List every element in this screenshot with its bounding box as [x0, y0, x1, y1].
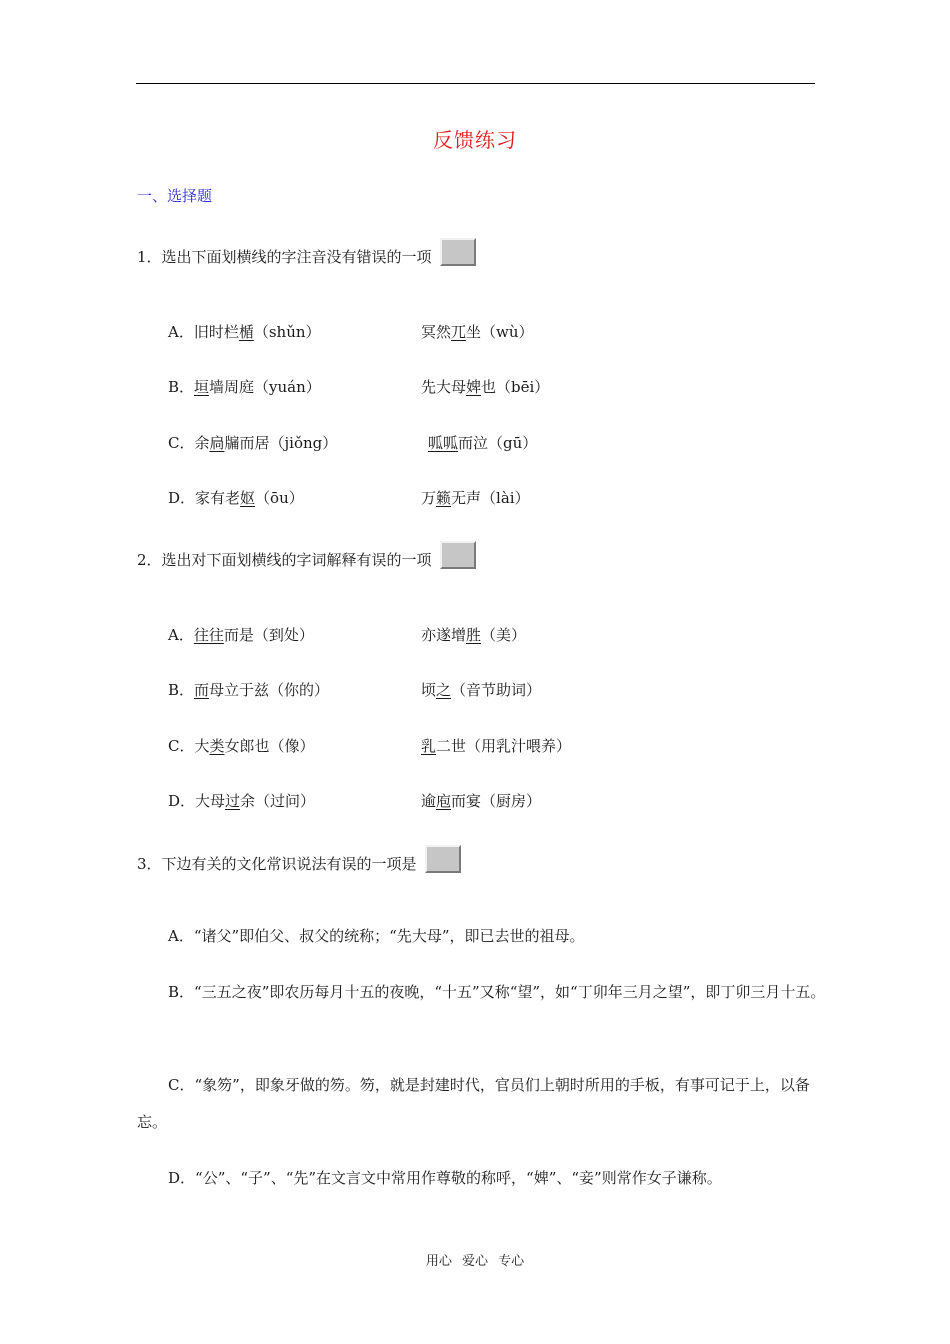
- q2-option-a: A．往往而是（到处）: [168, 626, 314, 644]
- q2-option-d: D．大母过余（过问）: [168, 792, 316, 810]
- q3-option-c: C．“象笏”，即象牙做的笏。笏，就是封建时代，官员们上朝时所用的手板，有事可记于上，以备忘。: [137, 1076, 810, 1131]
- q1-option-c2: 呱呱而泣（gū）: [428, 434, 538, 452]
- q1-option-b2: 先大母婢也（bēi）: [421, 378, 550, 396]
- q1-option-d: D．家有老妪（ōu）: [168, 489, 304, 507]
- question-2: [137, 541, 476, 570]
- header-rule: [136, 83, 815, 84]
- question-1-stem: 1．选出下面划横线的字注音没有错误的一项: [137, 248, 432, 266]
- q2-option-b2: 顷之（音节助词）: [421, 681, 542, 699]
- answer-box-2[interactable]: [440, 541, 476, 569]
- question-3: [137, 845, 461, 874]
- q2-option-c2: 乳二世（用乳汁喂养）: [421, 737, 572, 755]
- q1-option-c: C．余扃牖而居（jiǒng）: [168, 434, 338, 452]
- q1-option-a2: 冥然兀坐（wù）: [421, 323, 534, 341]
- q2-option-c: C．大类女郎也（像）: [168, 737, 315, 755]
- question-1: [137, 238, 476, 267]
- question-2-stem: 2．选出对下面划横线的字词解释有误的一项: [137, 551, 432, 569]
- q2-option-d2: 逾庖而宴（厨房）: [421, 792, 542, 810]
- page-footer: 用心 爱心 专心: [425, 1254, 525, 1269]
- q1-option-d2: 万籁无声（lài）: [421, 489, 530, 507]
- q2-option-a2: 亦遂增胜（美）: [421, 626, 527, 644]
- section-heading: 一、选择题: [137, 187, 213, 205]
- q3-option-d: D．“公”、“子”、“先”在文言文中常用作尊敬的称呼，“婢”、“妾”则常作女子谦称。: [168, 1169, 722, 1187]
- q3-option-a: A．“诸父”即伯父、叔父的统称；“先大母”，即已去世的祖母。: [168, 927, 585, 945]
- q1-option-b: B．垣墙周庭（yuán）: [168, 378, 321, 396]
- page-title: 反馈练习: [433, 128, 517, 152]
- q2-option-b: B．而母立于兹（你的）: [168, 681, 330, 699]
- question-3-stem: 3．下边有关的文化常识说法有误的一项是: [137, 855, 417, 873]
- q1-option-a: A．旧时栏楯（shǔn）: [168, 323, 321, 341]
- q3-option-b: B．“三五之夜”即农历每月十五的夜晚，“十五”又称“望”，如“丁卯年三月之望”，即丁卯三月十五。: [168, 983, 826, 1001]
- answer-box-3[interactable]: [425, 845, 461, 873]
- answer-box-1[interactable]: [440, 238, 476, 266]
